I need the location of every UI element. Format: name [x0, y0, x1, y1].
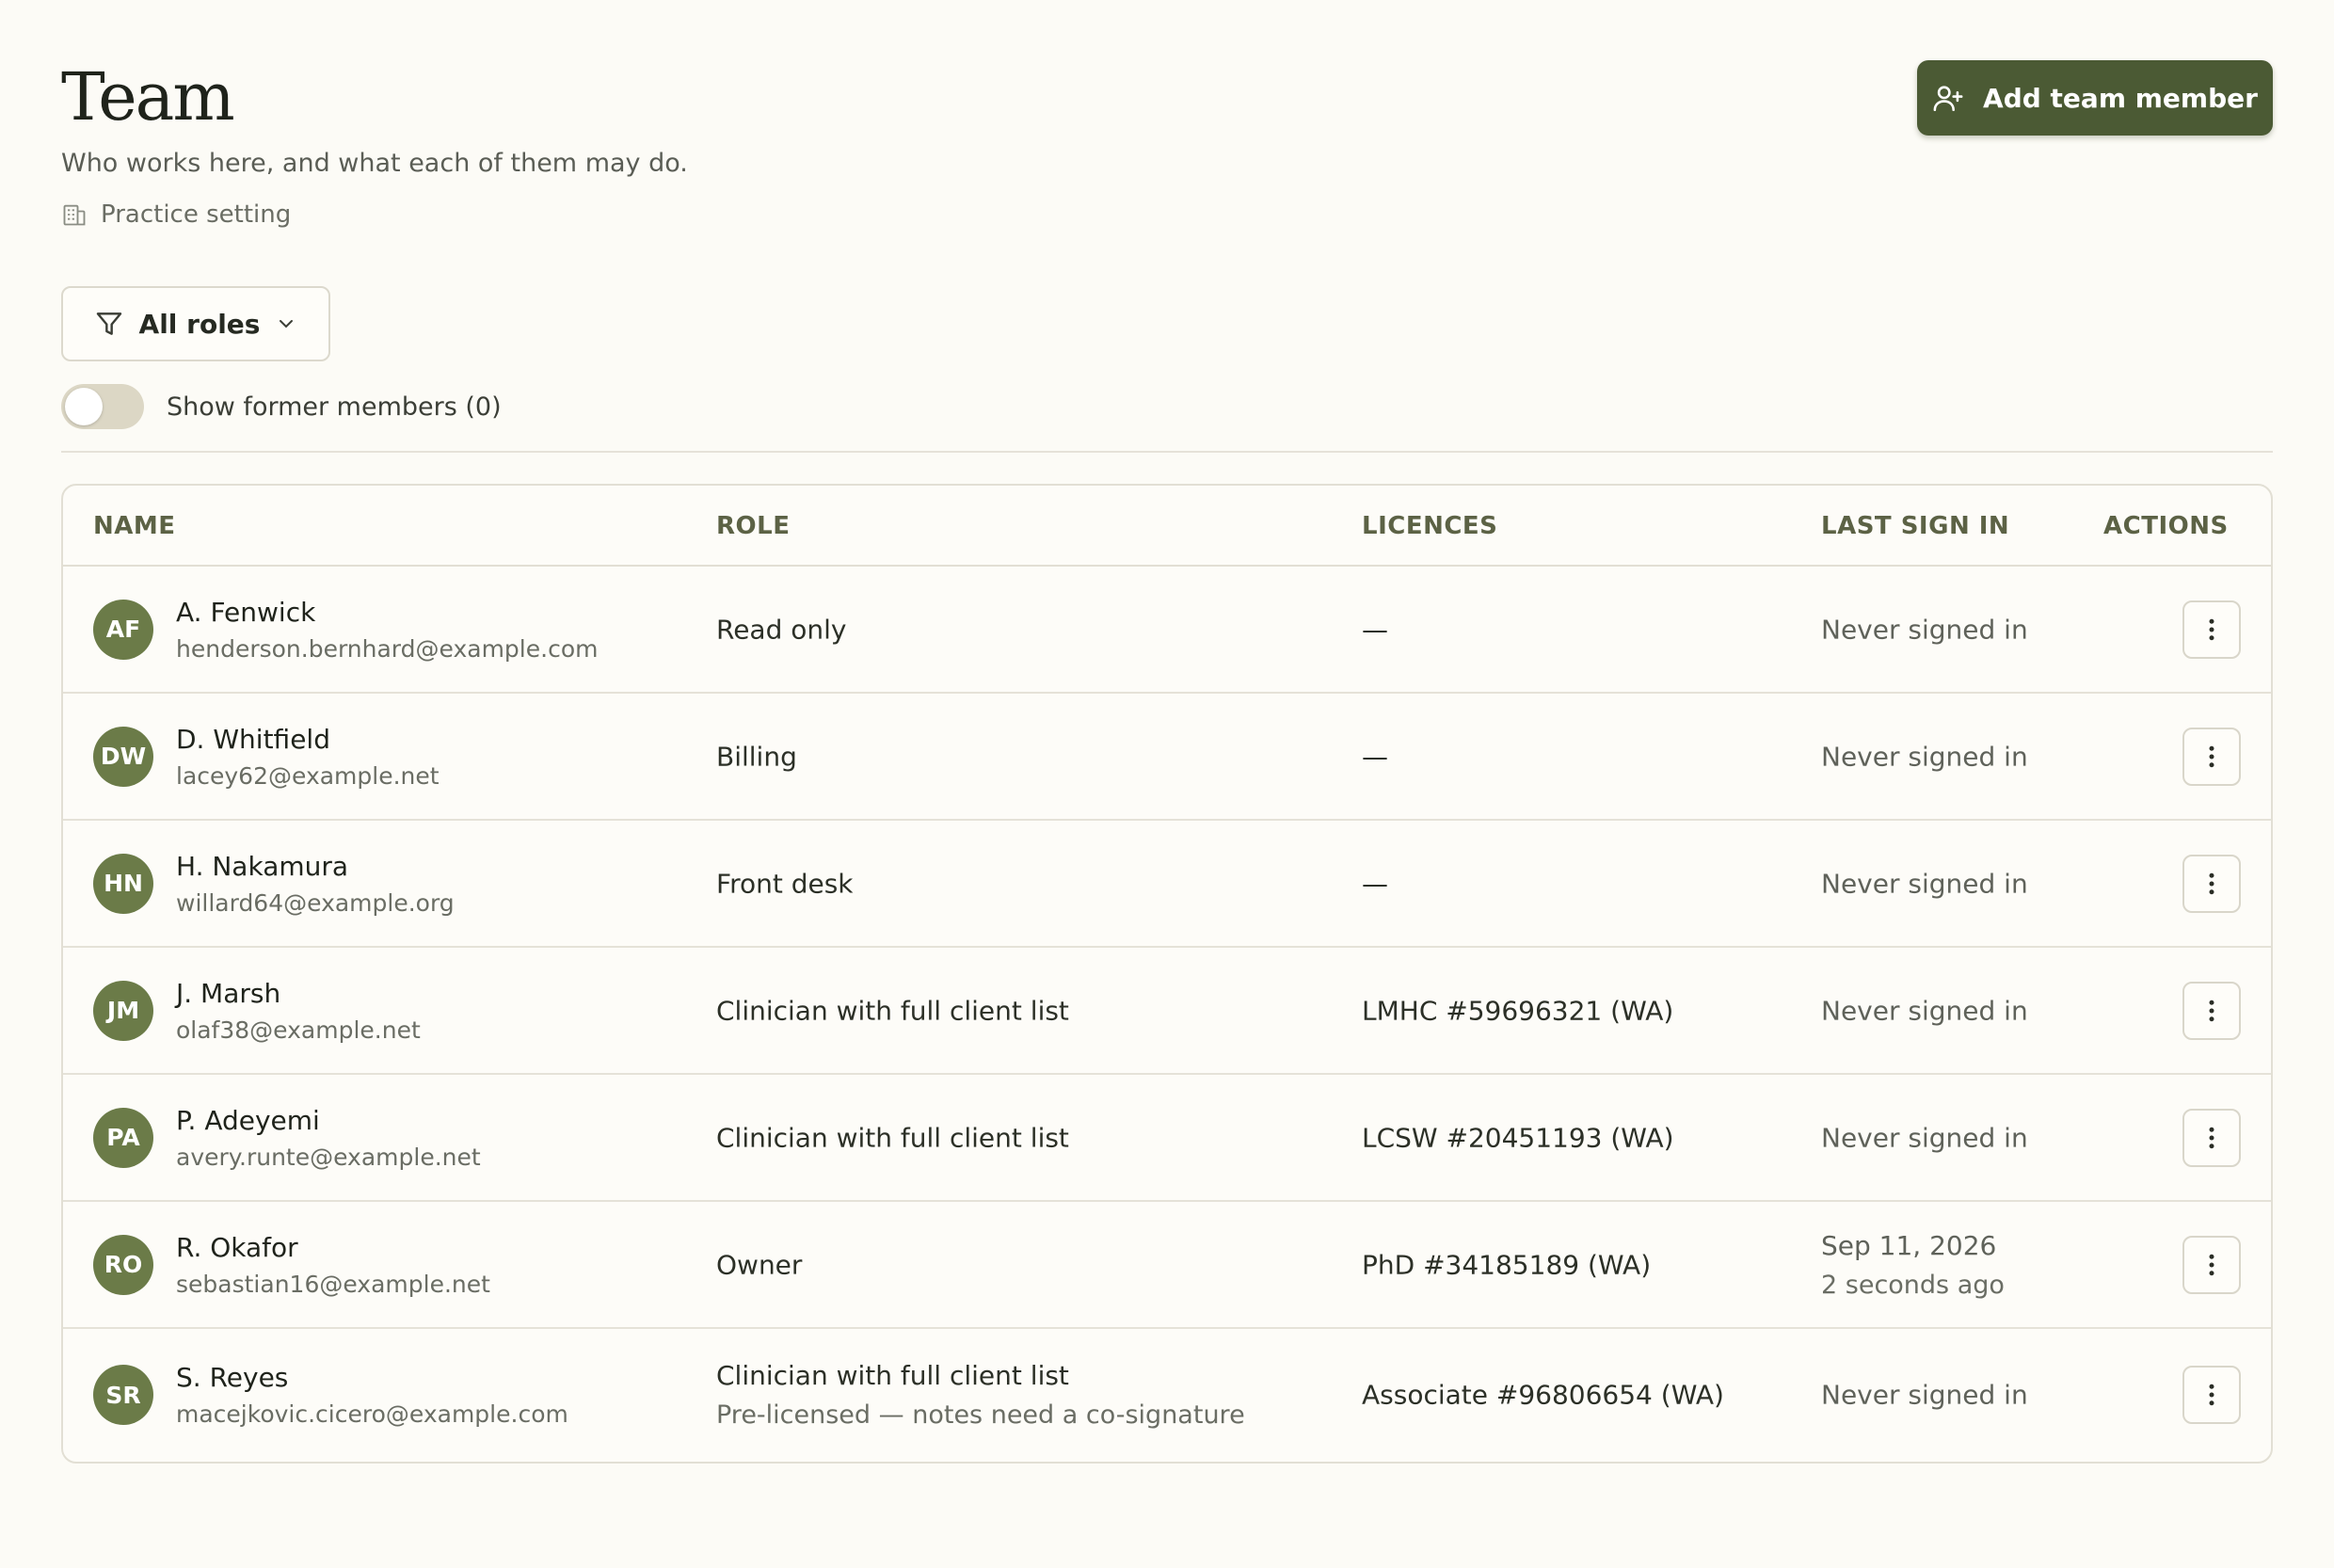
- table-row: [63, 948, 2271, 1075]
- member-licence: —: [1362, 868, 1388, 899]
- member-name[interactable]: S. Reyes: [176, 1362, 289, 1393]
- member-role: Owner: [716, 1249, 803, 1280]
- avatar: DW: [93, 727, 153, 787]
- show-former-members-toggle[interactable]: [61, 384, 144, 429]
- member-name-block: [176, 724, 440, 790]
- practice-setting-label: Practice setting: [101, 200, 292, 229]
- avatar: RO: [93, 1235, 153, 1295]
- member-name[interactable]: A. Fenwick: [176, 596, 316, 628]
- column-header-name: NAME: [93, 512, 176, 540]
- table-row: [63, 1329, 2271, 1461]
- member-name-block: [176, 1362, 568, 1428]
- add-team-member-button[interactable]: [1917, 60, 2273, 136]
- avatar: AF: [93, 600, 153, 660]
- more-vertical-icon: [2198, 1381, 2226, 1409]
- member-name-block: [176, 597, 598, 663]
- row-actions-button[interactable]: [2182, 982, 2241, 1040]
- member-email: macejkovic.cicero@example.com: [176, 1400, 568, 1428]
- member-last-sign-in: Never signed in: [1821, 868, 2028, 899]
- member-last-sign-in-relative: 2 seconds ago: [1821, 1270, 2005, 1300]
- role-filter-label: All roles: [138, 308, 261, 340]
- member-name-block: [176, 1105, 481, 1171]
- member-role: Front desk: [716, 868, 854, 899]
- user-plus-icon: [1932, 82, 1964, 114]
- row-actions-button[interactable]: [2182, 1366, 2241, 1424]
- practice-setting-link[interactable]: [61, 200, 291, 229]
- member-last-sign-in: Never signed in: [1821, 1379, 2028, 1411]
- member-role: Clinician with full client list: [716, 1360, 1069, 1391]
- member-last-sign-in: Never signed in: [1821, 741, 2028, 772]
- member-role: Clinician with full client list: [716, 995, 1069, 1026]
- member-last-sign-in-cell: [1821, 1380, 2028, 1411]
- member-last-sign-in: Never signed in: [1821, 1122, 2028, 1153]
- member-role: Read only: [716, 614, 847, 645]
- member-licence: —: [1362, 614, 1388, 645]
- member-email: avery.runte@example.net: [176, 1143, 481, 1171]
- avatar: JM: [93, 981, 153, 1041]
- member-name[interactable]: R. Okafor: [176, 1231, 298, 1263]
- member-last-sign-in-cell: [1821, 1122, 2028, 1153]
- table-row: [63, 1075, 2271, 1202]
- member-email: sebastian16@example.net: [176, 1270, 490, 1298]
- member-last-sign-in: Never signed in: [1821, 995, 2028, 1026]
- member-role-cell: [716, 741, 797, 772]
- more-vertical-icon: [2198, 997, 2226, 1025]
- more-vertical-icon: [2198, 616, 2226, 644]
- row-actions-button[interactable]: [2182, 600, 2241, 659]
- table-row: [63, 567, 2271, 694]
- member-last-sign-in-cell: [1821, 1230, 2005, 1300]
- table-body: [63, 567, 2271, 1461]
- member-name[interactable]: J. Marsh: [176, 977, 281, 1009]
- member-role-cell: [716, 1122, 1069, 1153]
- avatar: PA: [93, 1108, 153, 1168]
- member-name-block: [176, 1232, 490, 1298]
- member-email: lacey62@example.net: [176, 761, 440, 790]
- divider: [61, 451, 2273, 453]
- member-licence: —: [1362, 741, 1388, 772]
- column-header-role: ROLE: [716, 512, 791, 540]
- member-name[interactable]: D. Whitfield: [176, 723, 330, 755]
- row-actions-button[interactable]: [2182, 728, 2241, 786]
- member-last-sign-in-cell: [1821, 614, 2028, 645]
- table-row: [63, 1202, 2271, 1329]
- member-name-block: [176, 851, 455, 917]
- row-actions-button[interactable]: [2182, 855, 2241, 913]
- member-licence: PhD #34185189 (WA): [1362, 1249, 1652, 1280]
- avatar: HN: [93, 854, 153, 914]
- table-row: [63, 694, 2271, 821]
- page-header: [61, 0, 2273, 254]
- member-email: olaf38@example.net: [176, 1016, 421, 1044]
- member-role-cell: [716, 868, 854, 899]
- member-role-cell: [716, 995, 1069, 1026]
- building-icon: [61, 201, 88, 228]
- member-email: henderson.bernhard@example.com: [176, 634, 599, 663]
- member-role-cell: [716, 1249, 802, 1280]
- role-filter-dropdown[interactable]: [61, 286, 330, 361]
- member-email: willard64@example.org: [176, 888, 455, 917]
- row-actions-button[interactable]: [2182, 1109, 2241, 1167]
- more-vertical-icon: [2198, 1251, 2226, 1279]
- show-former-members-row: [61, 384, 502, 429]
- filter-icon: [94, 309, 124, 339]
- member-licence: Associate #96806654 (WA): [1362, 1379, 1724, 1411]
- show-former-members-label: Show former members (0): [167, 392, 502, 422]
- column-header-actions: ACTIONS: [2103, 512, 2229, 540]
- more-vertical-icon: [2198, 870, 2226, 898]
- member-licence: LMHC #59696321 (WA): [1362, 995, 1674, 1026]
- member-role-cell: [716, 1360, 1245, 1430]
- add-team-member-label: Add team member: [1983, 82, 2258, 114]
- avatar: SR: [93, 1365, 153, 1425]
- more-vertical-icon: [2198, 1124, 2226, 1152]
- toggle-knob: [65, 388, 103, 425]
- member-last-sign-in-cell: [1821, 741, 2028, 772]
- table-row: [63, 821, 2271, 948]
- member-name[interactable]: H. Nakamura: [176, 850, 349, 882]
- member-name-block: [176, 978, 421, 1044]
- member-role: Billing: [716, 741, 797, 772]
- member-last-sign-in: Sep 11, 2026: [1821, 1229, 1997, 1261]
- member-role: Clinician with full client list: [716, 1122, 1069, 1153]
- table-header: [63, 486, 2271, 567]
- page-title: Team: [61, 58, 233, 136]
- more-vertical-icon: [2198, 743, 2226, 771]
- chevron-down-icon: [275, 312, 297, 335]
- page-subtitle: Who works here, and what each of them may do.: [61, 149, 688, 178]
- column-header-licences: LICENCES: [1362, 512, 1498, 540]
- member-name[interactable]: P. Adeyemi: [176, 1104, 320, 1136]
- member-last-sign-in-cell: [1821, 995, 2028, 1026]
- member-licence: LCSW #20451193 (WA): [1362, 1122, 1674, 1153]
- member-role-cell: [716, 614, 846, 645]
- column-header-last-sign-in: LAST SIGN IN: [1821, 512, 2010, 540]
- member-role-note: Pre-licensed — notes need a co-signature: [716, 1400, 1245, 1430]
- team-table: [61, 484, 2273, 1464]
- row-actions-button[interactable]: [2182, 1236, 2241, 1294]
- member-last-sign-in: Never signed in: [1821, 614, 2028, 645]
- member-last-sign-in-cell: [1821, 868, 2028, 899]
